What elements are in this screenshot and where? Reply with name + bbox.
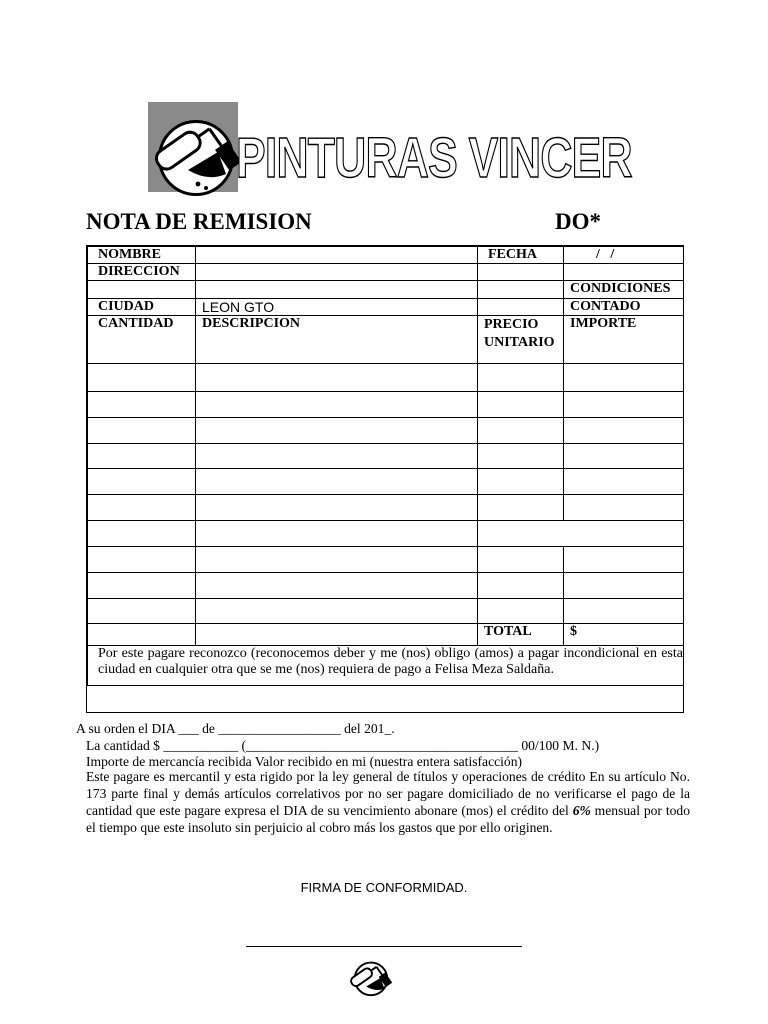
item-row-cell[interactable]: [88, 547, 196, 573]
item-row-cell[interactable]: [196, 624, 478, 646]
legal-text-start: Este pagare es mercantil y esta rigido por la ley general de títulos y operaciones de crédito En su artículo No. 173 parte final y demás artículos correlativos por no ser pagare domiciliado de no verificarse el pago de la cantidad que este pagare expresa el DIA de su vencimiento abonare (mos) el crédito del: [86, 769, 690, 818]
ciudad-value[interactable]: LEON GTO: [196, 299, 478, 316]
contado-label: CONTADO: [564, 299, 684, 316]
item-row-cell[interactable]: [88, 495, 196, 521]
ciudad-label: CIUDAD: [88, 299, 196, 316]
item-row-cell[interactable]: [564, 547, 684, 573]
descripcion-header: DESCRIPCION: [196, 316, 478, 364]
item-row-cell[interactable]: [196, 444, 478, 469]
merchandise-line: Importe de mercancía recibida Valor recibido en mi (nuestra entera satisfacción): [86, 754, 523, 769]
item-row-cell[interactable]: [564, 599, 684, 624]
item-row-cell[interactable]: [478, 364, 564, 392]
blank-cell: [478, 281, 564, 299]
fecha-label: FECHA: [478, 247, 564, 264]
item-row-cell[interactable]: [478, 495, 564, 521]
fecha-field[interactable]: / /: [564, 247, 684, 264]
item-row-cell[interactable]: [478, 418, 564, 444]
item-row-cell[interactable]: [196, 418, 478, 444]
item-row-cell[interactable]: [478, 392, 564, 418]
direccion-field-2[interactable]: [88, 281, 196, 299]
item-row-cell[interactable]: [564, 469, 684, 495]
item-row-cell[interactable]: [564, 392, 684, 418]
importe-header: IMPORTE: [564, 316, 684, 364]
direccion-label: DIRECCION: [88, 264, 196, 281]
item-row-cell[interactable]: [88, 624, 196, 646]
item-row-cell[interactable]: [196, 469, 478, 495]
total-label: TOTAL: [478, 624, 564, 646]
total-field[interactable]: $: [564, 624, 684, 646]
item-row-cell[interactable]: [564, 364, 684, 392]
item-row-cell[interactable]: [196, 599, 478, 624]
amount-line: La cantidad $ ___________ (________________________________________ 00/100 M. N.): [86, 738, 600, 753]
document-title: NOTA DE REMISION: [86, 209, 312, 234]
precio-unitario-header: PRECIO UNITARIO: [478, 316, 564, 364]
item-row-cell[interactable]: [196, 521, 478, 547]
item-row-cell[interactable]: [564, 418, 684, 444]
item-row-cell[interactable]: [196, 364, 478, 392]
paint-roller-icon: [347, 953, 393, 999]
nombre-label: NOMBRE: [88, 247, 196, 264]
item-row-cell[interactable]: [478, 547, 564, 573]
blank-cell: [564, 264, 684, 281]
item-row-cell[interactable]: [88, 418, 196, 444]
item-row-cell[interactable]: [478, 469, 564, 495]
pagare-note: Por este pagare reconozco (reconocemos deber y me (nos) obligo (amos) a pagar incondicional en esta ciudad en cualquier otra que se me (nos) requiera de pago a Felisa Meza Saldaña.: [88, 646, 684, 686]
brand-name: PINTURAS VINCER: [236, 126, 632, 190]
signature-label: FIRMA DE CONFORMIDAD.: [300, 880, 468, 895]
item-row-cell[interactable]: [478, 521, 684, 547]
item-row-cell[interactable]: [88, 392, 196, 418]
due-date-line: A su orden el DIA ___ de __________________ del 201_.: [76, 721, 395, 736]
item-row-cell[interactable]: [564, 495, 684, 521]
remission-form-table: [87, 246, 683, 712]
item-row-cell[interactable]: [478, 444, 564, 469]
item-row-cell[interactable]: [196, 392, 478, 418]
item-row-cell[interactable]: [564, 444, 684, 469]
legal-text-end: mensual por todo el tiempo que este insoluto sin perjuicio al cobro más los gastos que por ello originen.: [86, 803, 690, 835]
item-row-cell[interactable]: [88, 521, 196, 547]
item-row-cell[interactable]: [88, 364, 196, 392]
item-row-cell[interactable]: [88, 573, 196, 599]
item-row-cell[interactable]: [196, 495, 478, 521]
item-row-cell[interactable]: [478, 573, 564, 599]
item-row-cell[interactable]: [196, 573, 478, 599]
item-row-cell[interactable]: [196, 547, 478, 573]
condiciones-label: CONDICIONES: [564, 281, 684, 299]
cantidad-header: CANTIDAD: [88, 316, 196, 364]
item-row-cell[interactable]: [478, 599, 564, 624]
item-row-cell[interactable]: [88, 444, 196, 469]
legal-paragraph: [86, 768, 690, 836]
item-row-cell[interactable]: [88, 599, 196, 624]
direccion-field-3[interactable]: [196, 281, 478, 299]
direccion-field[interactable]: [196, 264, 478, 281]
nombre-field[interactable]: [196, 247, 478, 264]
interest-rate: 6%: [572, 803, 591, 818]
paint-roller-icon: [148, 100, 244, 196]
blank-cell: [478, 299, 564, 316]
signature-line[interactable]: [246, 946, 522, 947]
item-row-cell[interactable]: [564, 573, 684, 599]
blank-cell: [478, 264, 564, 281]
item-row-cell[interactable]: [88, 469, 196, 495]
document-code: DO*: [555, 209, 601, 234]
